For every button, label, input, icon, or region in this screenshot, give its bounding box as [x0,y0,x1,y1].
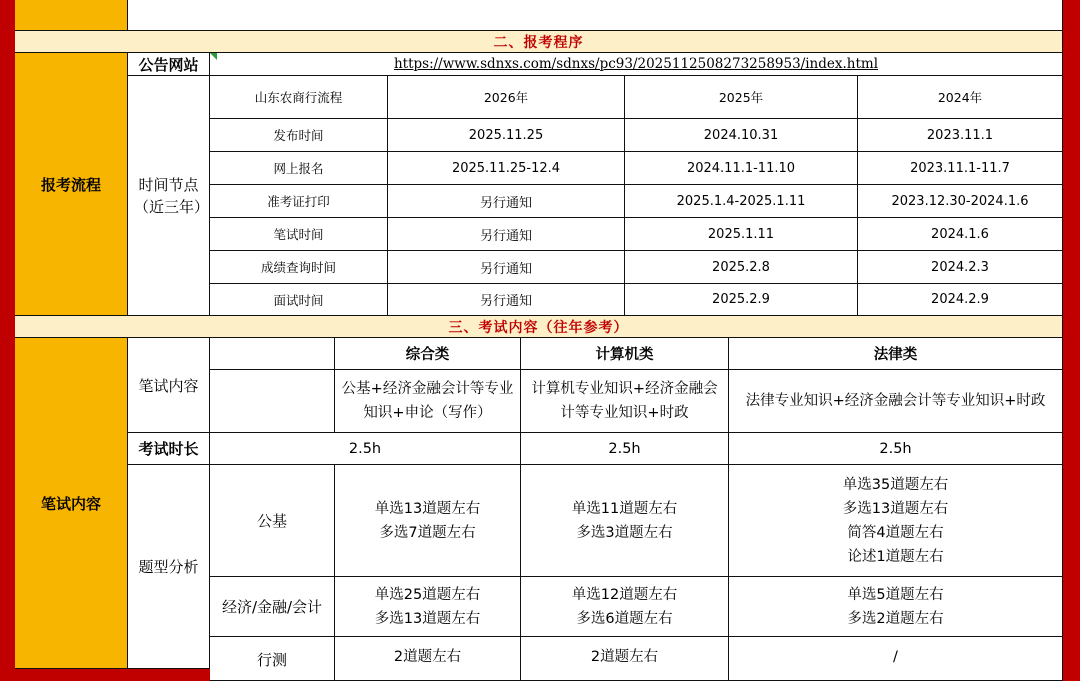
exam-content-cell: 计算机专业知识+经济金融会计等专业知识+时政 [521,370,729,433]
analysis-line: 多选3道题左右 [576,524,673,541]
analysis-line: 多选2道题左右 [847,610,944,627]
analysis-cell: 2道题左右 [521,637,729,681]
website-link[interactable]: https://www.sdnxs.com/sdnxs/pc93/2025112508273258953/index.html [393,56,879,72]
analysis-line: 单选5道题左右 [847,586,944,603]
timeline-cell: 2025.1.4-2025.1.11 [625,185,858,218]
analysis-line: 简答4道题左右 [847,524,944,541]
timeline-row-label: 笔试时间 [210,218,388,251]
timeline-cell: 2023.11.1 [858,119,1063,152]
analysis-line: 论述1道题左右 [847,548,944,565]
timeline-header-2026: 2026年 [388,76,625,119]
exam-header-blank-2 [210,338,335,370]
analysis-line: 单选12道题左右 [571,586,678,603]
analysis-cell [335,577,521,637]
analysis-line: 单选13道题左右 [374,500,481,517]
duration-cell: 2.5h [521,433,729,465]
website-url-cell [210,53,1063,76]
spreadsheet [15,0,1063,669]
analysis-row-label: 公基 [210,465,335,577]
timeline-cell: 2024.10.31 [625,119,858,152]
prev-section-side-cell [15,0,128,31]
timeline-label [128,76,210,316]
timeline-cell: 2023.12.30-2024.1.6 [858,185,1063,218]
analysis-label: 题型分析 [128,465,210,669]
exam-content-cell: 法律专业知识+经济金融会计等专业知识+时政 [729,370,1063,433]
process-side-label: 报考流程 [15,53,128,316]
timeline-cell: 2023.11.1-11.7 [858,152,1063,185]
analysis-line: 单选35道题左右 [842,476,949,493]
timeline-cell: 2024.2.9 [858,284,1063,316]
category-header: 计算机类 [521,338,729,370]
comment-marker-icon [210,53,217,60]
exam-content-label: 笔试内容 [128,338,210,433]
analysis-row-label: 行测 [210,637,335,681]
analysis-line: 多选13道题左右 [374,610,481,627]
analysis-line: 多选7道题左右 [379,524,476,541]
analysis-cell [729,577,1063,637]
analysis-cell [521,465,729,577]
timeline-cell: 2025.11.25-12.4 [388,152,625,185]
timeline-cell: 另行通知 [388,284,625,316]
timeline-cell: 2024.11.1-11.10 [625,152,858,185]
analysis-line: 多选13道题左右 [842,500,949,517]
section-title-process: 二、报考程序 [15,31,1063,53]
duration-cell: 2.5h [210,433,521,465]
exam-content-blank [210,370,335,433]
exam-content-cell: 公基+经济金融会计等专业知识+申论（写作） [335,370,521,433]
duration-label: 考试时长 [128,433,210,465]
timeline-header-2025: 2025年 [625,76,858,119]
analysis-cell [335,465,521,577]
timeline-cell: 2025.1.11 [625,218,858,251]
analysis-cell [521,577,729,637]
timeline-cell: 另行通知 [388,185,625,218]
timeline-cell: 另行通知 [388,251,625,284]
timeline-label-text: 时间节点（近三年） [134,175,210,216]
analysis-cell: 2道题左右 [335,637,521,681]
timeline-row-label: 成绩查询时间 [210,251,388,284]
category-header: 法律类 [729,338,1063,370]
analysis-cell [729,465,1063,577]
timeline-cell: 2025.2.8 [625,251,858,284]
timeline-row-label: 准考证打印 [210,185,388,218]
analysis-line: 多选6道题左右 [576,610,673,627]
timeline-cell: 另行通知 [388,218,625,251]
timeline-cell: 2025.11.25 [388,119,625,152]
analysis-line: 单选25道题左右 [374,586,481,603]
category-header: 综合类 [335,338,521,370]
duration-cell: 2.5h [729,433,1063,465]
timeline-cell: 2025.2.9 [625,284,858,316]
timeline-header-process: 山东农商行流程 [210,76,388,119]
analysis-row-label: 经济/金融/会计 [210,577,335,637]
analysis-line: 单选11道题左右 [571,500,678,517]
timeline-cell: 2024.2.3 [858,251,1063,284]
timeline-cell: 2024.1.6 [858,218,1063,251]
timeline-row-label: 面试时间 [210,284,388,316]
website-label: 公告网站 [128,53,210,76]
analysis-cell: / [729,637,1063,681]
prev-section-content-cell [128,0,1063,31]
exam-side-label: 笔试内容 [15,338,128,669]
timeline-header-2024: 2024年 [858,76,1063,119]
timeline-row-label: 发布时间 [210,119,388,152]
timeline-row-label: 网上报名 [210,152,388,185]
section-title-exam: 三、考试内容（往年参考） [15,316,1063,338]
